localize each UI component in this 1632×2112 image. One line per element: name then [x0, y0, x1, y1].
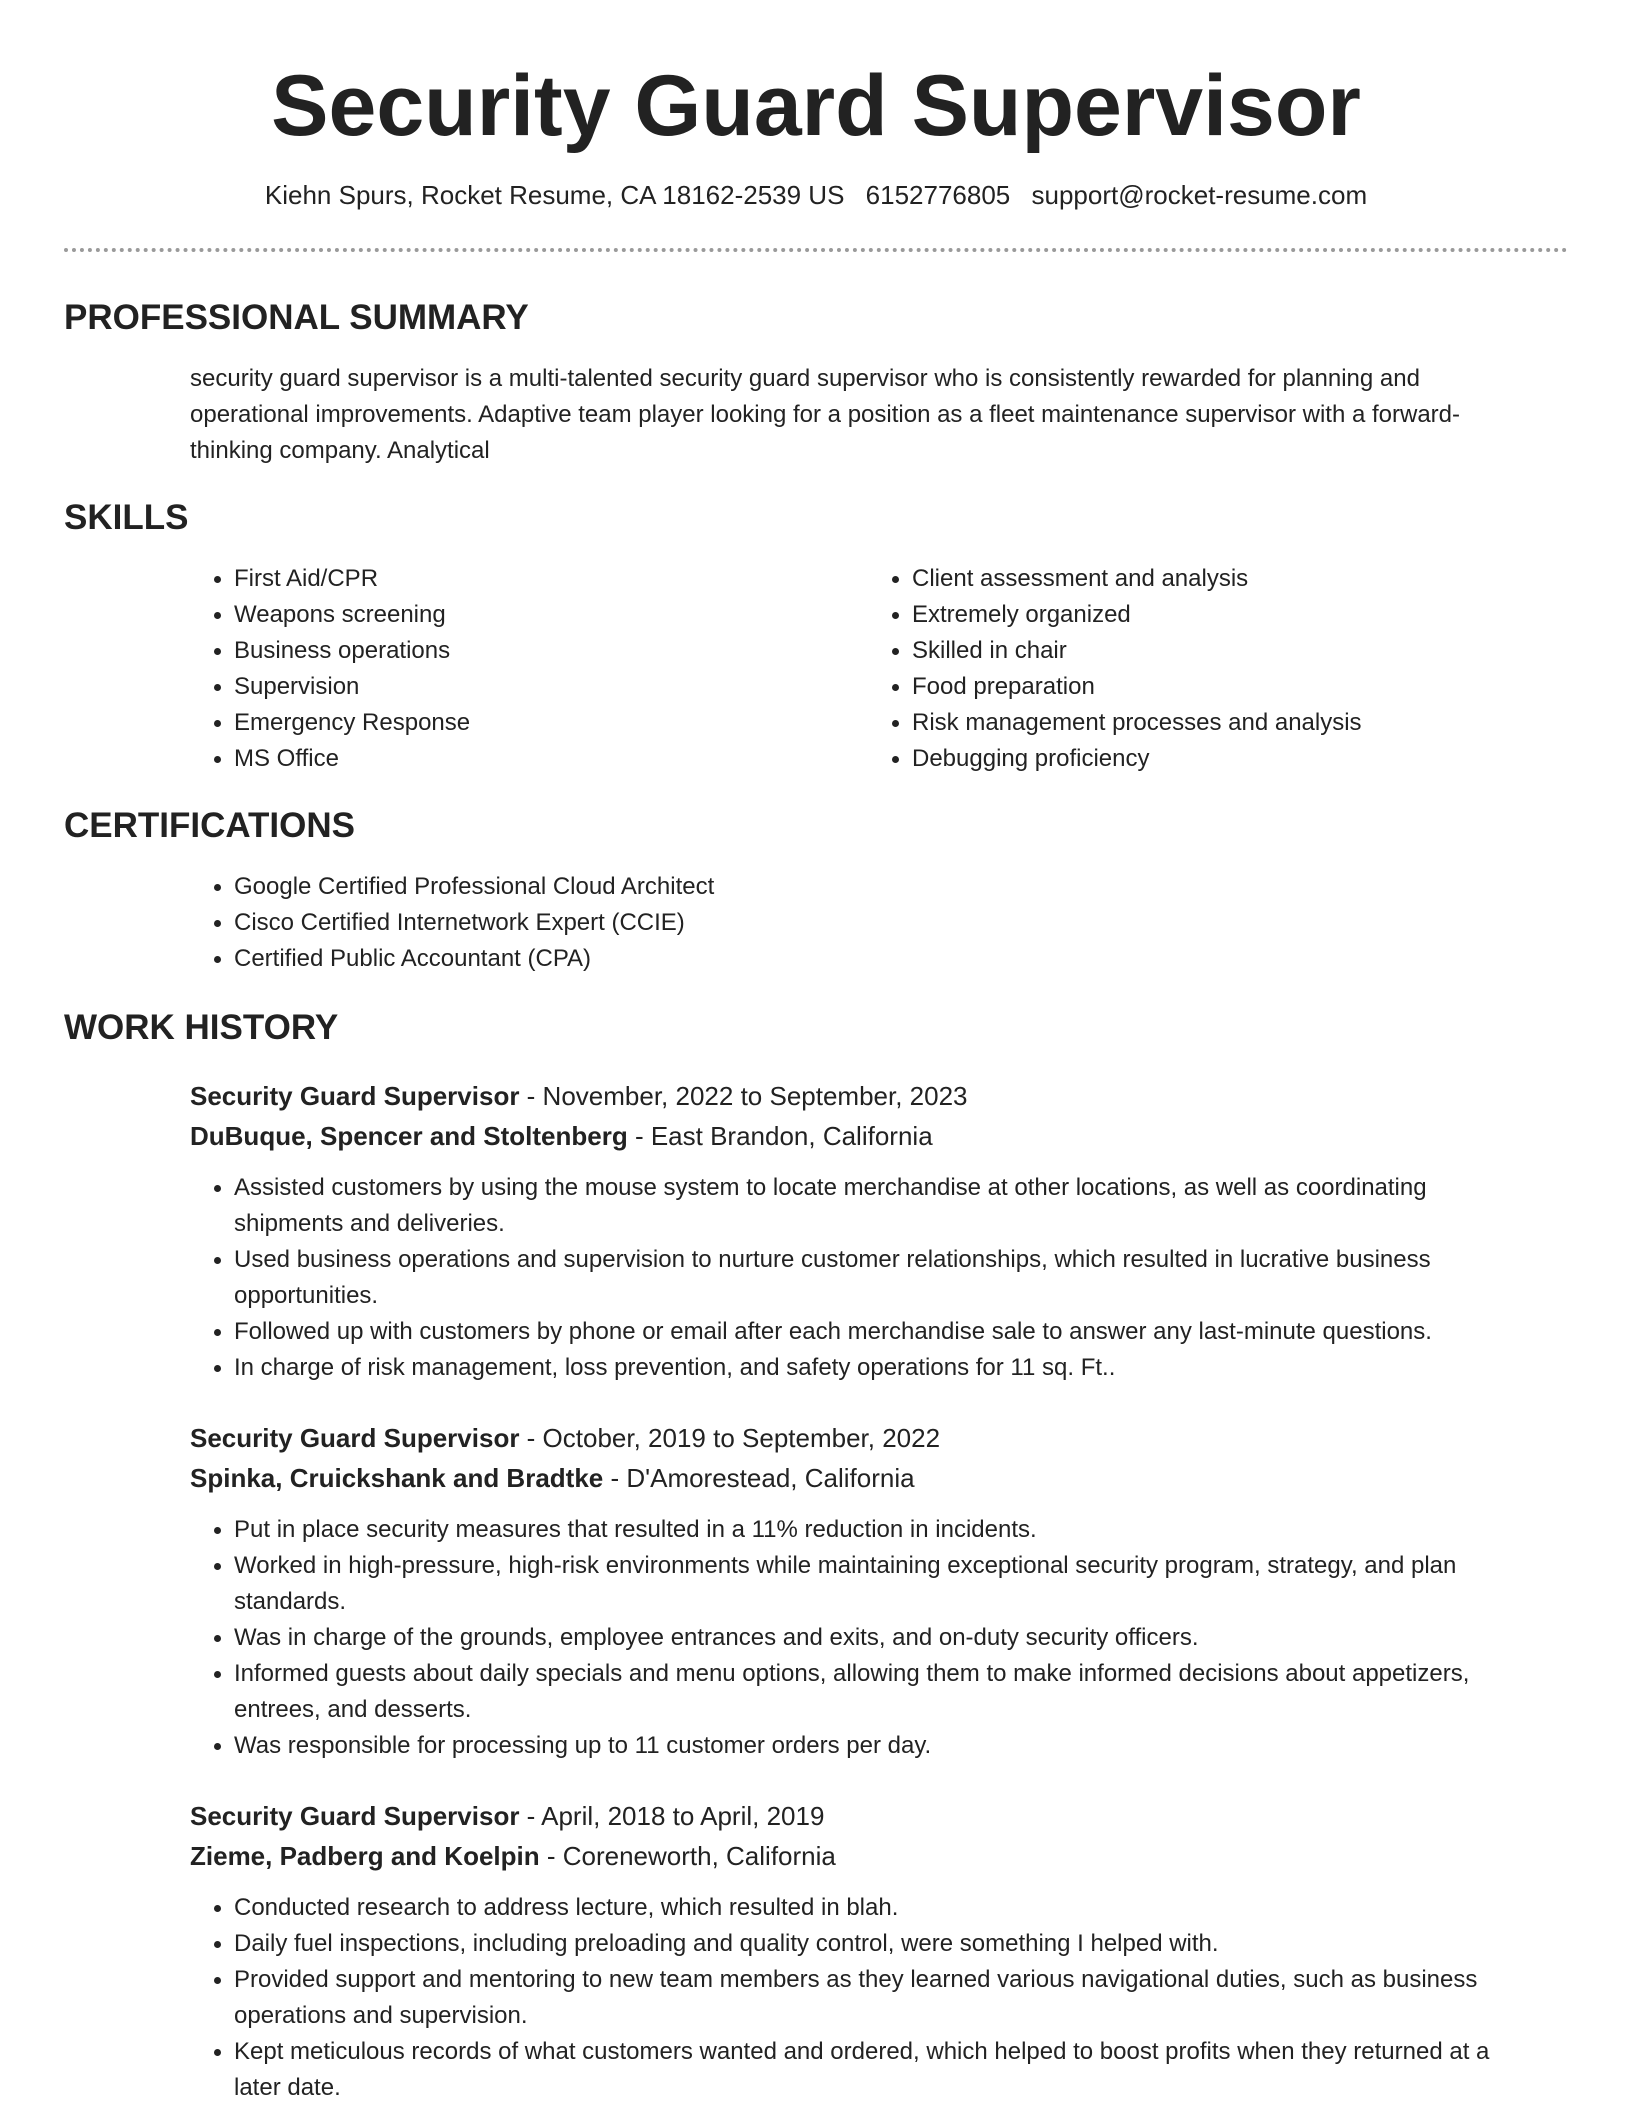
- job-role-line: [190, 1796, 1568, 1836]
- job-role: Security Guard Supervisor: [190, 1801, 520, 1831]
- job-location: - Coreneworth, California: [539, 1841, 836, 1871]
- job-company: Spinka, Cruickshank and Bradtke: [190, 1463, 604, 1493]
- job-bullet: • Assisted customers by using the mouse system to locate merchandise at other locations, as well as coordinating shipments and deliveries.: [234, 1170, 1534, 1242]
- contact-email: support@rocket-resume.com: [1031, 180, 1368, 210]
- job-bullet: • Daily fuel inspections, including preloading and quality control, were something I helped with.: [234, 1926, 1534, 1962]
- job-bullet: • Informed guests about daily specials and menu options, allowing them to make informed decisions about appetizers, entrees, and desserts.: [234, 1656, 1534, 1728]
- job-company-line: [190, 1458, 1568, 1498]
- job-company: DuBuque, Spencer and Stoltenberg: [190, 1121, 628, 1151]
- job-bullet: • Used business operations and supervision to nurture customer relationships, which resulted in lucrative business opportunities.: [234, 1242, 1534, 1314]
- certifications-list: [190, 869, 1534, 977]
- section-title-certifications: CERTIFICATIONS: [64, 806, 356, 845]
- job-entry: [190, 1418, 1568, 1764]
- skill-item: • Business operations: [234, 633, 868, 669]
- skill-item: • Extremely organized: [912, 597, 1362, 633]
- contact-phone: 6152776805: [865, 180, 1011, 210]
- job-dates: - November, 2022 to September, 2023: [519, 1081, 968, 1111]
- job-role-line: [190, 1418, 1568, 1458]
- job-bullet: • Conducted research to address lecture, which resulted in blah.: [234, 1890, 1534, 1926]
- skill-item: • MS Office: [234, 741, 868, 777]
- skill-item: • Risk management processes and analysis: [912, 705, 1362, 741]
- job-entry: [190, 1796, 1568, 2106]
- job-location: - East Brandon, California: [627, 1121, 933, 1151]
- skill-item: • Emergency Response: [234, 705, 868, 741]
- skill-item: • Debugging proficiency: [912, 741, 1362, 777]
- resume-page: [64, 0, 1568, 2106]
- certification-item: • Certified Public Accountant (CPA): [234, 941, 1534, 977]
- contact-address: Kiehn Spurs, Rocket Resume, CA 18162-2539 US: [264, 180, 845, 210]
- job-dates: - April, 2018 to April, 2019: [519, 1801, 825, 1831]
- job-bullet: • Was responsible for processing up to 11 customer orders per day.: [234, 1728, 1534, 1764]
- job-company-line: [190, 1116, 1568, 1156]
- job-company: Zieme, Padberg and Koelpin: [190, 1841, 540, 1871]
- skill-item: • First Aid/CPR: [234, 561, 868, 597]
- section-title-summary: PROFESSIONAL SUMMARY: [64, 298, 529, 337]
- job-company-line: [190, 1836, 1568, 1876]
- summary-text: security guard supervisor is a multi-talented security guard supervisor who is consistently rewarded for planning and operational improvements. Adaptive team player looking for a position as a fleet maintenance supervisor with a forward-thinking company. Analytical: [190, 365, 1460, 464]
- job-role: Security Guard Supervisor: [190, 1423, 520, 1453]
- resume-title: Security Guard Supervisor: [271, 58, 1361, 154]
- job-location: - D'Amorestead, California: [603, 1463, 915, 1493]
- job-bullet: • In charge of risk management, loss prevention, and safety operations for 11 sq. Ft..: [234, 1350, 1534, 1386]
- header-divider: [64, 248, 1568, 252]
- job-bullets: [190, 1890, 1534, 2106]
- certification-item: • Cisco Certified Internetwork Expert (CCIE): [234, 905, 1534, 941]
- job-bullets: [190, 1512, 1534, 1764]
- section-title-skills: SKILLS: [64, 498, 189, 537]
- skill-item: • Skilled in chair: [912, 633, 1362, 669]
- skills-column-left: [190, 561, 868, 777]
- job-bullet: • Followed up with customers by phone or email after each merchandise sale to answer any last-minute questions.: [234, 1314, 1534, 1350]
- contact-line: [64, 178, 1568, 212]
- job-bullet: • Kept meticulous records of what customers wanted and ordered, which helped to boost profits when they returned at a later date.: [234, 2034, 1534, 2106]
- job-bullets: [190, 1170, 1534, 1386]
- skill-item: • Supervision: [234, 669, 868, 705]
- skill-item: • Food preparation: [912, 669, 1362, 705]
- job-entry: [190, 1076, 1568, 1386]
- skills-list: [190, 561, 1568, 777]
- certification-item: • Google Certified Professional Cloud Architect: [234, 869, 1534, 905]
- job-bullet: • Provided support and mentoring to new team members as they learned various navigational duties, such as business operations and supervision.: [234, 1962, 1534, 2034]
- job-bullet: • Was in charge of the grounds, employee entrances and exits, and on-duty security officers.: [234, 1620, 1534, 1656]
- job-role: Security Guard Supervisor: [190, 1081, 520, 1111]
- job-bullet: • Put in place security measures that resulted in a 11% reduction in incidents.: [234, 1512, 1534, 1548]
- job-role-line: [190, 1076, 1568, 1116]
- skill-item: • Weapons screening: [234, 597, 868, 633]
- job-bullet: • Worked in high-pressure, high-risk environments while maintaining exceptional security program, strategy, and plan standards.: [234, 1548, 1534, 1620]
- job-dates: - October, 2019 to September, 2022: [519, 1423, 941, 1453]
- section-title-work-history: WORK HISTORY: [64, 1008, 339, 1047]
- skills-column-right: [868, 561, 1362, 777]
- skill-item: • Client assessment and analysis: [912, 561, 1362, 597]
